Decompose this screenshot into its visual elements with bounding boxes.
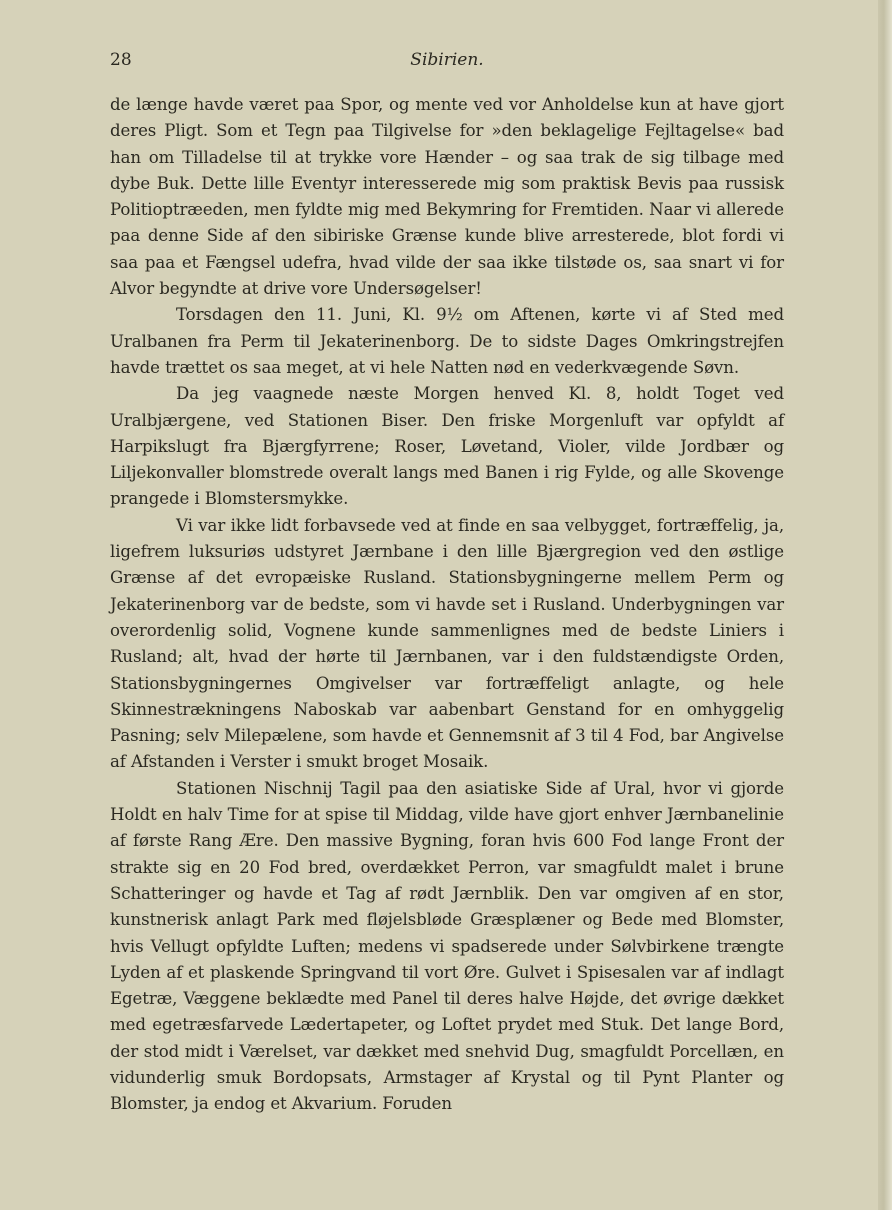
paragraph-4: Vi var ikke lidt forbavsede ved at finde en saa velbygget, fortræffelig, ja, ligefrem luksuriøs udstyret Jærnbane i den lille Bjærgregion ved den østlige Grænse af det evropæiske Rusland. Stationsbygningerne mellem Perm og Jekaterinenborg var de bedste, som vi havde set i Rusland. Underbygningen var overordenlig solid, Vognene kunde sammenlignes med de bedste Liniers i Rusland; alt, hvad der hørte til Jærnbanen, var i den fuldstændigste Orden, Stationsbygningernes Omgivelser var fortræffeligt anlagte, og hele Skinnestrækningens Naboskab var aabenbart Genstand for en omhyggelig Pasning; selv Milepælene, som havde et Gennemsnit af 3 til 4 Fod, bar Angivelse af Afstanden i Verster i smukt broget Mosaik. — [110, 515, 784, 772]
page-number: 28 — [110, 50, 132, 70]
paragraph-3: Da jeg vaagnede næste Morgen henved Kl. 8, holdt Toget ved Uralbjærgene, ved Stationen Biser. Den friske Morgenluft var opfyldt af Harpikslugt fra Bjærgfyrrene; Roser, Løvetand, Violer, vilde Jordbær og Liljekonvaller blomstrede overalt langs med Banen i rig Fylde, og alle Skovenge prangede i Blomstersmykke. — [110, 384, 784, 509]
page-edge — [878, 0, 892, 1210]
running-title: Sibirien. — [410, 50, 484, 70]
body-text — [110, 92, 784, 1118]
running-head — [110, 50, 784, 76]
paragraph-5: Stationen Nischnij Tagil paa den asiatiske Side af Ural, hvor vi gjorde Holdt en halv Time for at spise til Middag, vilde have gjort enhver Jærnbanelinie af første Rang Ære. Den massive Bygning, foran hvis 600 Fod lange Front der strakte sig en 20 Fod bred, overdækket Perron, var smagfuldt malet i brune Schatteringer og havde et Tag af rødt Jærnblik. Den var omgiven af en stor, kunstnerisk anlagt Park med fløjelsbløde Græsplæner og Bede med Blomster, hvis Vellugt opfyldte Luften; medens vi spadserede under Sølvbirkene trængte Lyden af et plaskende Springvand til vort Øre. Gulvet i Spisesalen var af indlagt Egetræ, Væggene beklædte med Panel til deres halve Højde, det øvrige dækket med egetræsfarvede Lædertapeter, og Loftet prydet med Stuk. Det lange Bord, der stod midt i Værelset, var dækket med snehvid Dug, smagfuldt Porcellæn, en vidunderlig smuk Bordopsats, Armstager af Krystal og til Pynt Planter og Blomster, ja endog et Akvarium. Foruden — [110, 778, 784, 1114]
paragraph-1: de længe havde været paa Spor, og mente ved vor Anholdelse kun at have gjort deres Pligt. Som et Tegn paa Tilgivelse for »den beklagelige Fejltagelse« bad han om Tilladelse til at trykke vore Hænder – og saa trak de sig tilbage med dybe Buk. Dette lille Eventyr interesserede mig som praktisk Bevis paa russisk Politioptræeden, men fyldte mig med Bekymring for Fremtiden. Naar vi allerede paa denne Side af den sibiriske Grænse kunde blive arresterede, blot fordi vi saa paa et Fængsel udefra, hvad vilde der saa ikke tilstøde os, saa snart vi for Alvor begyndte at drive vore Undersøgelser! — [110, 95, 784, 299]
paragraph-2: Torsdagen den 11. Juni, Kl. 9½ om Aftenen, kørte vi af Sted med Uralbanen fra Perm til Jekaterinenborg. De to sidste Dages Omkringstrejfen havde trættet os saa meget, at vi hele Natten nød en vederkvægende Søvn. — [110, 305, 784, 377]
